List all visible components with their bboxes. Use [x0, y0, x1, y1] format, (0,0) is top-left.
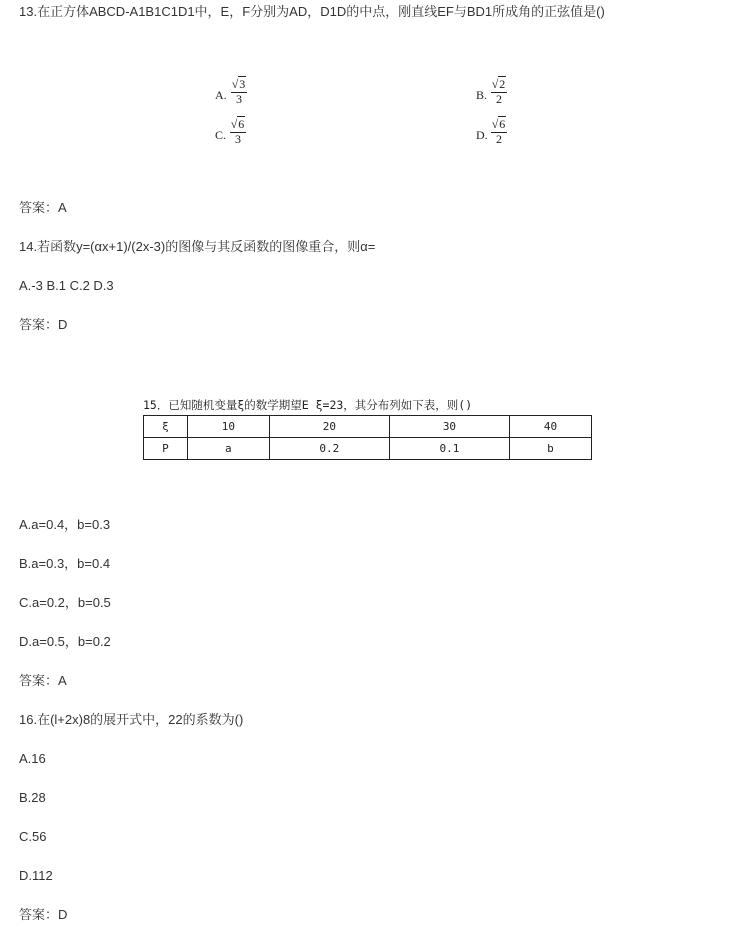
q13-answer: 答案：A [19, 200, 67, 215]
q15-option-c: C.a=0.2，b=0.5 [19, 595, 111, 610]
q13-option-a-denominator: 3 [236, 92, 242, 106]
question-16-text: 16.在(l+2x)8的展开式中，22的系数为() [19, 712, 244, 727]
table-cell: 30 [389, 416, 509, 438]
table-cell: 0.1 [389, 438, 509, 460]
table-cell: b [509, 438, 591, 460]
q16-option-c: C.56 [19, 829, 47, 844]
q13-option-d-radicand: 6 [499, 117, 506, 131]
q13-option-a-radicand: 3 [239, 77, 246, 91]
q15-answer: 答案：A [19, 673, 67, 688]
table-cell: 10 [187, 416, 269, 438]
table-cell: a [187, 438, 269, 460]
q15-option-a: A.a=0.4，b=0.3 [19, 517, 111, 532]
table-row [144, 416, 592, 438]
distribution-table [143, 415, 592, 460]
q15-option-d: D.a=0.5，b=0.2 [19, 634, 111, 649]
q13-option-a-label: A. [215, 88, 227, 102]
q13-option-b-denominator: 2 [496, 92, 502, 106]
q16-option-d: D.112 [19, 868, 53, 883]
q13-option-c-radicand: 6 [238, 117, 245, 131]
q16-answer: 答案：D [19, 907, 68, 922]
question-14-text: 14.若函数y=(αx+1)/(2x-3)的图像与其反函数的图像重合，则α= [19, 239, 376, 254]
table-cell: ξ [144, 416, 188, 438]
sqrt-icon: √ [231, 77, 239, 91]
q14-options: A.-3 B.1 C.2 D.3 [19, 278, 114, 293]
q14-answer: 答案：D [19, 317, 68, 332]
question-13-text: 13.在正方体ABCD-A1B1C1D1中，E，F分别为AD，D1D的中点，刚直线EF与BD1所成角的正弦值是() [19, 4, 605, 19]
table-cell: P [144, 438, 188, 460]
q13-option-b-radicand: 2 [499, 77, 506, 91]
q15-option-b: B.a=0.3，b=0.4 [19, 556, 111, 571]
table-cell: 20 [269, 416, 389, 438]
table-row [144, 438, 592, 460]
sqrt-icon: √ [491, 77, 499, 91]
q13-option-b-label: B. [476, 88, 488, 102]
q16-option-a: A.16 [19, 751, 46, 766]
question-15-title: 15．已知随机变量ξ的数学期望E ξ=23，其分布列如下表，则() [143, 398, 473, 412]
q13-option-c-denominator: 3 [235, 132, 241, 146]
sqrt-icon: √ [491, 117, 499, 131]
q15-figure [143, 397, 592, 460]
q13-option-d-denominator: 2 [496, 132, 502, 146]
q16-option-b: B.28 [19, 790, 46, 805]
table-cell: 40 [509, 416, 591, 438]
sqrt-icon: √ [230, 117, 238, 131]
q13-option-c-label: C. [215, 128, 227, 142]
table-cell: 0.2 [269, 438, 389, 460]
q13-option-d-label: D. [476, 128, 488, 142]
